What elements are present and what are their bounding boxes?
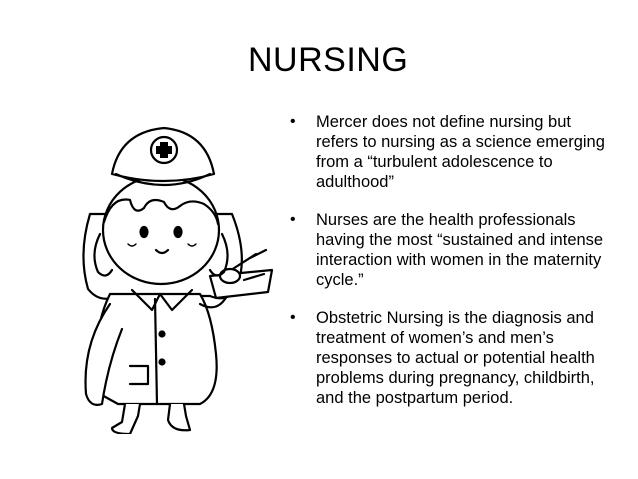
- bullet-item: [286, 112, 606, 192]
- bullet-text: Nurses are the health professionals having the most “sustained and intense interaction with women in the maternity cycle.”: [316, 211, 604, 289]
- slide-title: NURSING: [248, 41, 409, 79]
- bullet-glyph: •: [290, 309, 296, 326]
- bullet-item: [286, 210, 606, 290]
- bullet-text: Obstetric Nursing is the diagnosis and treatment of women’s and men’s responses to actual or potential health problems during pregnancy, childbirth, and the postpartum period.: [316, 309, 595, 407]
- bullet-item: [286, 308, 606, 408]
- bullet-glyph: •: [290, 113, 296, 130]
- bullet-list: [286, 112, 606, 426]
- bullet-text: Mercer does not define nursing but refers to nursing as a science emerging from a “turbulent adolescence to adulthood”: [316, 113, 605, 191]
- nurse-girl-illustration: [60, 104, 290, 434]
- bullet-glyph: •: [290, 211, 296, 228]
